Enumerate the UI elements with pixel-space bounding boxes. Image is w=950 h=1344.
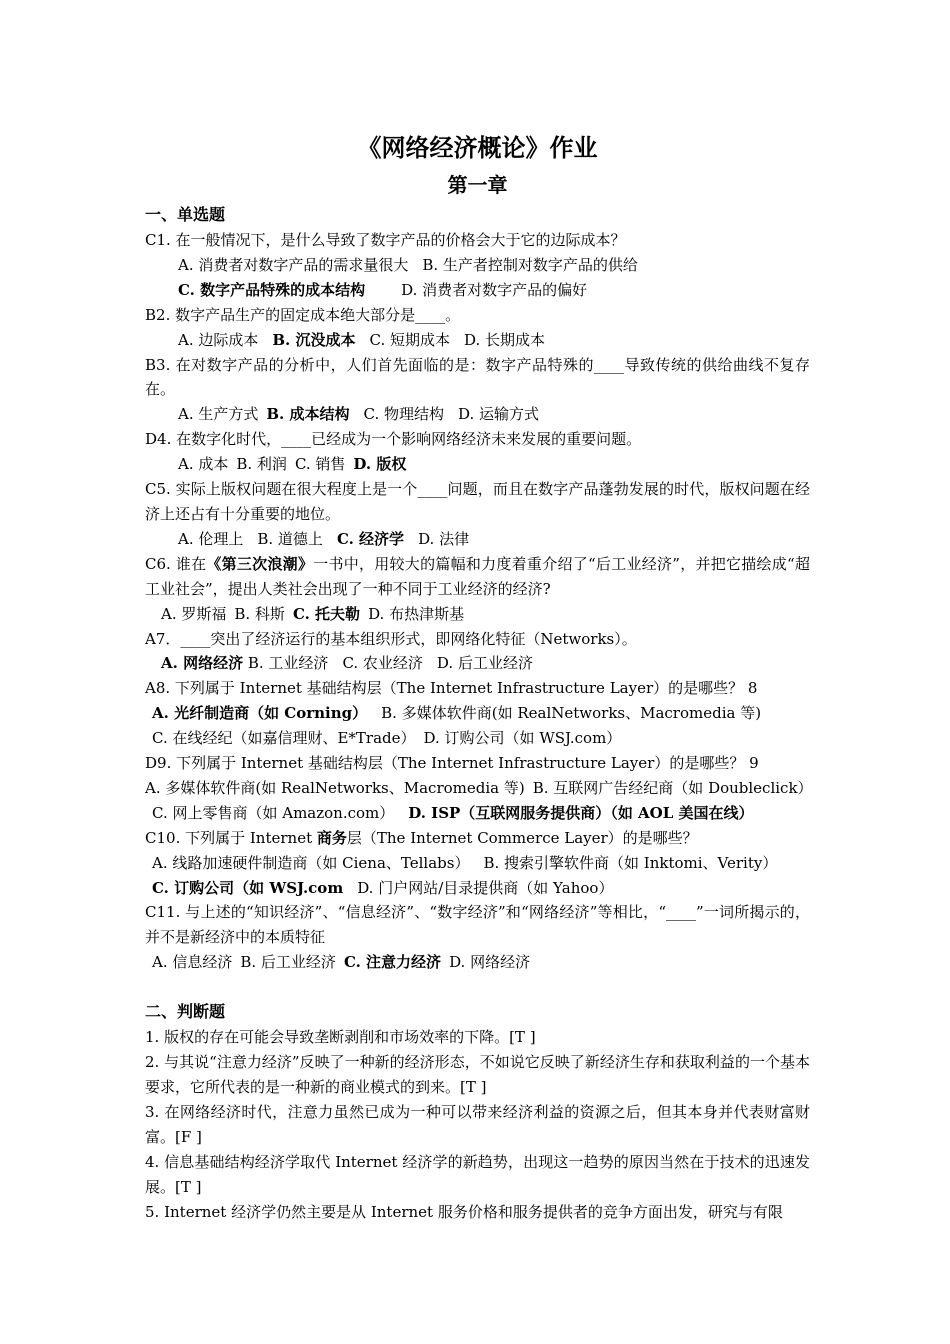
option-c11-c: C. 注意力经济 (343, 953, 442, 972)
option-c5-a: A. 伦理上 (178, 529, 244, 548)
options-a8-row2 (145, 726, 810, 751)
option-d9-b: B. 互联网广告经纪商（如 Doubleclick） (532, 778, 813, 797)
option-c11-b: B. 后工业经济 (240, 953, 336, 972)
option-b3-d: D. 运输方式 (457, 405, 540, 424)
option-d9-c: C. 网上零售商（如 Amazon.com） (152, 803, 395, 822)
options-a7 (145, 651, 810, 676)
option-a8-d: D. 订购公司（如 WSJ.com） (423, 729, 622, 748)
question-c10-suffix: 层（The Internet Commerce Layer）的是哪些？ (346, 828, 698, 847)
option-a7-b: B. 工业经济 (247, 654, 329, 673)
option-c10-b: B. 搜索引擎软件商（如 Inktomi、Verity） (483, 853, 778, 872)
options-c5 (145, 527, 810, 552)
options-d4 (145, 452, 810, 477)
question-c10-prefix: C10. 下列属于 Internet (145, 828, 317, 847)
chapter-heading: 第一章 (447, 173, 508, 197)
question-c10-bold: 商务 (316, 828, 347, 847)
option-b2-d: D. 长期成本 (463, 330, 546, 349)
judgment-item-2: 2. 与其说“注意力经济”反映了一种新的经济形态，不如说它反映了新经济生存和获取利益的一个基本要求，它所代表的是一种新的商业模式的到来。[T ] (145, 1053, 810, 1096)
option-c11-a: A. 信息经济 (152, 953, 233, 972)
question-b3: B3. 在对数字产品的分析中，人们首先面临的是：数字产品特殊的____导致传统的供给曲线不复存在。 (145, 355, 810, 399)
option-c5-c: C. 经济学 (336, 529, 405, 548)
options-c1-row2 (145, 278, 810, 303)
options-d9-row1 (145, 776, 813, 801)
options-c6 (145, 602, 810, 627)
section-heading-true-false: 二、判断题 (145, 1002, 226, 1022)
question-d4: D4. 在数字化时代，____已经成为一个影响网络经济未来发展的重要问题。 (145, 430, 642, 449)
question-a8: A8. 下列属于 Internet 基础结构层（The Internet Infrastructure Layer）的是哪些？ 8 (145, 679, 758, 698)
option-c1-d: D. 消费者对数字产品的偏好 (401, 280, 588, 299)
options-c11 (145, 950, 810, 975)
option-c6-d: D. 布热津斯基 (368, 604, 465, 623)
options-b2 (145, 328, 810, 353)
judgment-item-5: 5. Internet 经济学仍然主要是从 Internet 服务价格和服务提供者的竞争方面出发，研究与有限 (145, 1202, 783, 1221)
options-c10-row2 (145, 876, 810, 901)
section-heading-single-choice: 一、单选题 (145, 205, 226, 224)
option-d4-d: D. 版权 (353, 455, 407, 474)
option-c5-d: D. 法律 (418, 529, 470, 548)
option-a8-c: C. 在线经纪（如嘉信理财、E*Trade） (152, 729, 416, 748)
option-a8-b: B. 多媒体软件商(如 RealNetworks、Macromedia 等) (381, 704, 762, 723)
question-c6-prefix: C6. 谁在 (145, 554, 207, 573)
option-b2-b: B. 沉没成本 (272, 330, 356, 349)
option-c1-b: B. 生产者控制对数字产品的供给 (422, 255, 638, 274)
options-d9-row2 (145, 801, 810, 826)
option-b2-a: A. 边际成本 (178, 330, 259, 349)
question-d9: D9. 下列属于 Internet 基础结构层（The Internet Infrastructure Layer）的是哪些？ 9 (145, 754, 759, 773)
question-c11: C11. 与上述的“知识经济”、“信息经济”、“数字经济”和“网络经济”等相比，“____”一词所揭示的，并不是新经济中的本质特征 (145, 903, 810, 947)
option-a7-c: C. 农业经济 (342, 654, 423, 673)
option-c10-c: C. 订购公司（如 WSJ.com (152, 878, 344, 897)
judgment-item-3: 3. 在网络经济时代，注意力虽然已成为一种可以带来经济利益的资源之后，但其本身并代表财富财富。[F ] (145, 1102, 810, 1146)
option-b3-b: B. 成本结构 (266, 405, 350, 424)
option-a8-a: A. 光纤制造商（如 Corning） (152, 704, 368, 723)
question-a7: A7．____突出了经济运行的基本组织形式，即网络化特征（Networks）。 (145, 629, 637, 648)
judgment-item-4: 4. 信息基础结构经济学取代 Internet 经济学的新趋势，出现这一趋势的原因当然在于技术的迅速发展。[T ] (145, 1152, 810, 1196)
option-c10-d: D. 门户网站/目录提供商（如 Yahoo） (357, 878, 614, 897)
option-d4-c: C. 销售 (294, 455, 346, 474)
section-spacer (145, 975, 810, 999)
option-c5-b: B. 道德上 (257, 529, 323, 548)
option-b3-a: A. 生产方式 (178, 405, 259, 424)
options-b3 (145, 402, 810, 427)
judgment-item-1: 1. 版权的存在可能会导致垄断剥削和市场效率的下降。[T ] (145, 1028, 536, 1047)
option-d9-a: A. 多媒体软件商(如 RealNetworks、Macromedia 等) (145, 778, 525, 797)
options-a8-row1 (145, 701, 810, 726)
option-b2-c: C. 短期成本 (369, 330, 450, 349)
question-c1: C1. 在一般情况下，是什么导致了数字产品的价格会大于它的边际成本？ (145, 231, 626, 249)
option-c6-a: A. 罗斯福 (161, 604, 227, 623)
option-b3-c: C. 物理结构 (363, 405, 444, 424)
option-d4-a: A. 成本 (178, 455, 229, 474)
option-c11-d: D. 网络经济 (449, 953, 531, 972)
question-c6-suffix: 一书中，用较大的篇幅和力度着重介绍了“后工业经济”，并把它描绘成“超工业社会”，提出人类社会出现了一种不同于工业经济的经济? (145, 554, 810, 598)
options-c10-row1 (145, 851, 810, 876)
option-d9-d: D. ISP（互联网服务提供商）（如 AOL 美国在线） (408, 803, 754, 822)
option-c6-b: B. 科斯 (234, 604, 285, 623)
option-a7-a: A. 网络经济 (161, 654, 244, 673)
question-c6-book-title: 《第三次浪潮》 (206, 554, 314, 573)
options-c1-row1 (145, 253, 810, 278)
document-title: 《网络经济概论》作业 (357, 133, 598, 162)
option-c10-a: A. 线路加速硬件制造商（如 Ciena、Tellabs） (152, 853, 470, 872)
question-c5: C5. 实际上版权问题在很大程度上是一个____问题，而且在数字产品蓬勃发展的时代，版权问题在经济上还占有十分重要的地位。 (145, 480, 810, 523)
question-c10 (145, 826, 810, 851)
document-page (145, 128, 813, 1224)
question-b2: B2. 数字产品生产的固定成本绝大部分是____。 (145, 305, 461, 324)
option-c1-a: A. 消费者对数字产品的需求量很大 (178, 255, 409, 274)
option-d4-b: B. 利润 (236, 455, 287, 474)
option-c1-c: C. 数字产品特殊的成本结构 (178, 280, 366, 299)
option-a7-d: D. 后工业经济 (436, 654, 533, 673)
question-c6 (145, 552, 810, 602)
option-c6-c: C. 托夫勒 (292, 604, 361, 623)
